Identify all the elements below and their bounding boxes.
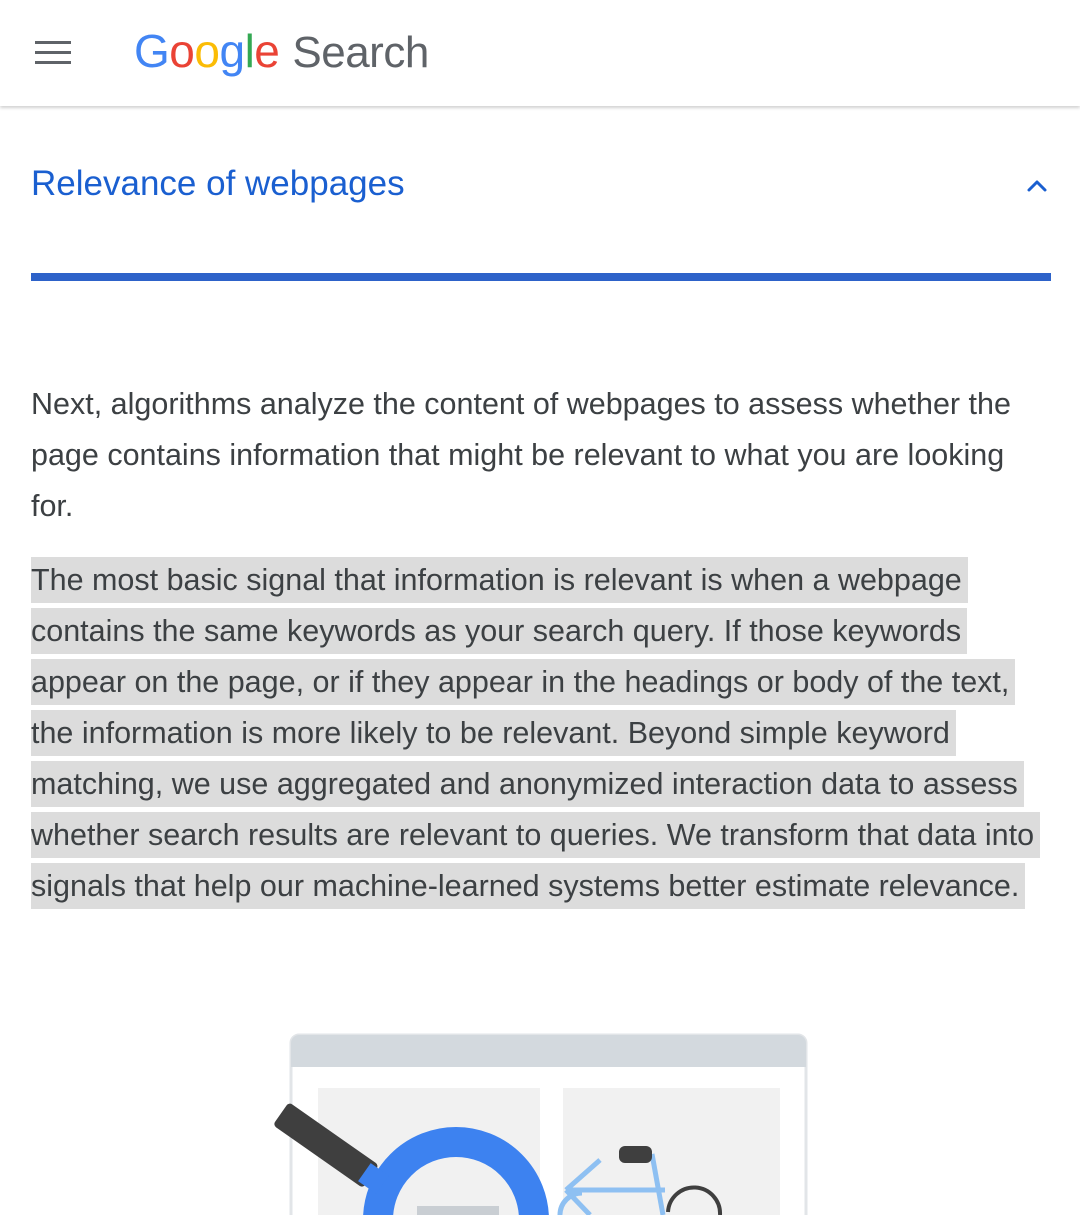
logo-letter: o [194,25,220,77]
browser-top-bar [291,1035,806,1067]
logo-letter: g [219,25,245,77]
menu-line [35,41,71,44]
accordion-header[interactable] [31,160,1051,216]
section-divider [31,273,1051,281]
top-app-bar [0,0,1080,106]
product-name: Search [292,28,429,77]
bicycle-seat [619,1146,652,1163]
hamburger-menu-icon[interactable] [26,30,78,76]
menu-line [35,51,71,54]
highlighted-paragraph [31,555,1051,912]
chevron-up-icon[interactable] [1025,174,1049,198]
illustration-svg [0,1020,1080,1215]
image-placeholder [417,1206,499,1215]
magnifier-over-webpage-illustration [0,1020,1080,1215]
logo-letter: o [169,25,195,77]
body-paragraph: Next, algorithms analyze the content of webpages to assess whether the page contains information that might be relevant to what you are looking for. [31,387,1011,523]
content-panel-right [563,1088,780,1215]
section-title: Relevance of webpages [31,164,405,203]
selected-text: The most basic signal that information is relevant is when a webpage contains the same keywords as your search query. If those keywords appear on the page, or if they appear in the headings or body of the text, the information is more likely to be relevant. Beyond simple keyword matching, we use aggregated and anonymized interaction data to assess whether search results are relevant to queries. We transform that data into signals that help our machine-learned systems better estimate relevance. [31,557,1040,909]
brand-logo[interactable] [134,24,429,84]
logo-letter: l [244,25,255,77]
logo-letter: G [134,25,170,77]
menu-line [35,61,71,64]
logo-letter: e [254,25,280,77]
google-logo [134,24,279,78]
